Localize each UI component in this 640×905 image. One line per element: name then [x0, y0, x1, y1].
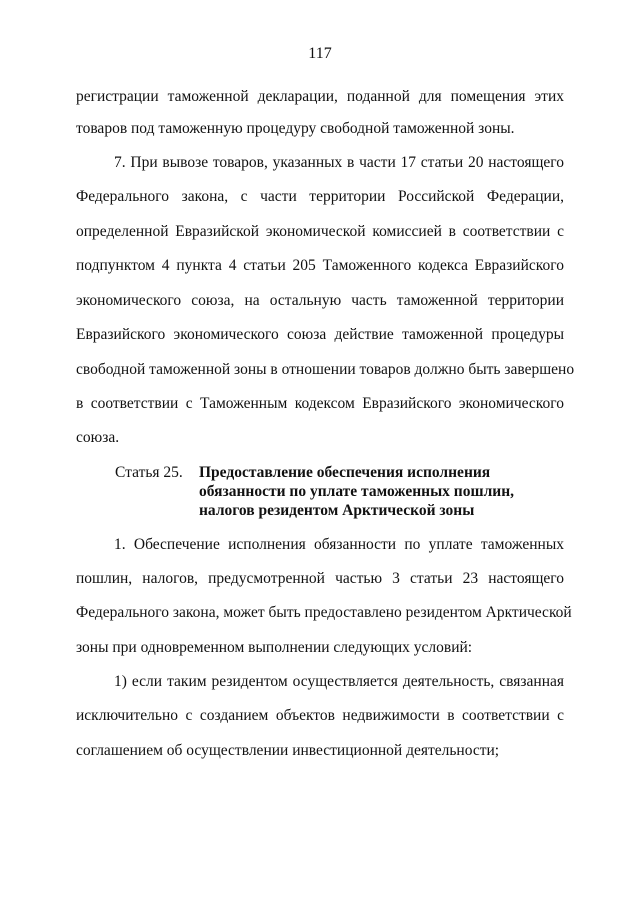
text-line: соглашением об осуществлении инвестиционной деятельности; [76, 742, 500, 759]
text-line: Федерального закона, с части территории Российской Федерации, [76, 188, 564, 205]
text-line: определенной Евразийской экономической комиссией в соответствии с [76, 223, 564, 240]
text-line: зоны при одновременном выполнении следующих условий: [76, 639, 473, 656]
text-line: Федерального закона, может быть предоставлено резидентом Арктической [76, 604, 572, 621]
text-line: свободной таможенной зоны в отношении товаров должно быть завершено [76, 361, 575, 378]
text-line: пошлин, налогов, предусмотренной частью 3 статьи 23 настоящего [76, 570, 564, 587]
text-line: в соответствии с Таможенным кодексом Евразийского экономического [76, 395, 564, 412]
text-line: подпунктом 4 пункта 4 статьи 205 Таможенного кодекса Евразийского [76, 257, 564, 274]
text-line: 1. Обеспечение исполнения обязанности по уплате таможенных [114, 536, 564, 553]
text-line: исключительно с созданием объектов недвижимости в соответствии с [76, 707, 564, 724]
text-line: экономического союза, на остальную часть таможенной территории [76, 292, 564, 309]
text-line: товаров под таможенную процедуру свободной таможенной зоны. [76, 120, 515, 137]
text-line: регистрации таможенной декларации, поданной для помещения этих [76, 88, 564, 105]
text-line: 1) если таким резидентом осуществляется деятельность, связанная [114, 673, 564, 690]
text-line: 7. При вывозе товаров, указанных в части 17 статьи 20 настоящего [114, 154, 564, 171]
text-line: Евразийского экономического союза действие таможенной процедуры [76, 326, 564, 343]
page-number: 117 [308, 45, 332, 62]
text-line: союза. [76, 429, 120, 446]
article-title: Предоставление обеспечения исполнения обязанности по уплате таможенных пошлин, налогов резидентом Арктической зоны [199, 464, 515, 519]
article-label: Статья 25. [115, 464, 183, 481]
